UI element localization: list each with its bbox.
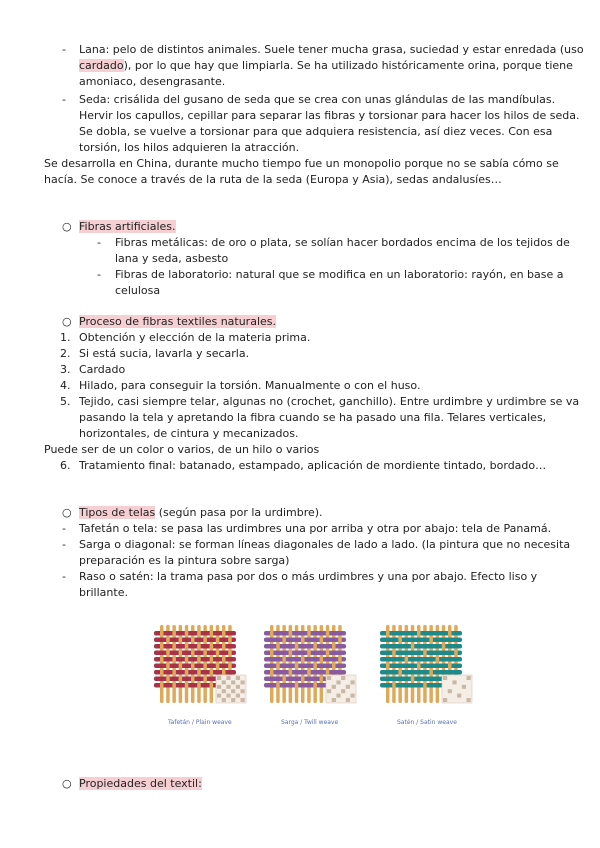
- step-1: Obtención y elección de la materia prima.: [79, 331, 311, 344]
- caption-twill: Sarga / Twill weave: [281, 719, 339, 726]
- satin-weave-illustration: [378, 625, 478, 707]
- circle-bullet: ○: [62, 315, 72, 328]
- fabric-item-2-line-1: Sarga o diagonal: se forman líneas diagonales de lado a lado. (la pintura que no necesita: [79, 538, 571, 551]
- seda-line-3: Se dobla, se vuelve a torsionar para que adquiera resistencia, así diez veces. Con esa: [79, 125, 553, 138]
- step-number: 4.: [60, 379, 71, 392]
- step-2: Si está sucia, lavarla y secarla.: [79, 347, 250, 360]
- step-3: Cardado: [79, 363, 126, 376]
- china-line-2: hacía. Se conoce a través de la ruta de la seda (Europa y Asia), sedas andalusíes…: [44, 173, 502, 186]
- step-number: 5.: [60, 395, 71, 408]
- artificial-item-2-line-1: Fibras de laboratorio: natural que se modifica en un laboratorio: rayón, en base a: [115, 268, 564, 281]
- process-note: Puede ser de un color o varios, de un hilo o varios: [44, 443, 320, 456]
- step-4: Hilado, para conseguir la torsión. Manualmente o con el huso.: [79, 379, 421, 392]
- circle-bullet: ○: [62, 220, 72, 233]
- lana-line-2: cardado), por lo que hay que limpiarla. Se ha utilizado históricamente orina, porque tiene: [79, 59, 573, 72]
- artificial-heading: Fibras artificiales.: [79, 220, 176, 233]
- artificial-item-2-line-2: celulosa: [115, 284, 161, 297]
- lana-line-1: Lana: pelo de distintos animales. Suele tener mucha grasa, suciedad y estar enredada (uso: [79, 43, 584, 56]
- fabric-item-2-line-2: preparación es la pintura sobre sarga): [79, 554, 290, 567]
- step-5-line-3: horizontales, de cintura y mecanizados.: [79, 427, 299, 440]
- caption-plain: Tafetán / Plain weave: [168, 719, 232, 726]
- caption-satin: Satén / Satin weave: [397, 719, 457, 726]
- plain-weave-illustration: [152, 625, 252, 707]
- dash-bullet: -: [62, 538, 66, 551]
- cardado-highlight: cardado: [79, 59, 124, 72]
- properties-heading: Propiedades del textil:: [79, 777, 202, 790]
- artificial-item-1-line-2: lana y seda, asbesto: [115, 252, 229, 265]
- step-6: Tratamiento final: batanado, estampado, aplicación de mordiente tintado, bordado…: [79, 459, 547, 472]
- dash-bullet: -: [62, 43, 66, 56]
- process-heading: Proceso de fibras textiles naturales.: [79, 315, 277, 328]
- seda-line-2: Hervir los capullos, cepillar para separar las fibras y torsionar para hacer los hilos de seda.: [79, 109, 580, 122]
- dash-bullet: -: [62, 570, 66, 583]
- step-number: 2.: [60, 347, 71, 360]
- fabric-item-3-line-1: Raso o satén: la trama pasa por dos o más urdimbres y una por abajo. Efecto liso y: [79, 570, 538, 583]
- step-5-line-1: Tejido, casi siempre telar, algunas no (crochet, ganchillo). Entre urdimbre y urdimbre se va: [79, 395, 580, 408]
- dash-bullet: -: [97, 268, 101, 281]
- step-number: 3.: [60, 363, 71, 376]
- lana-line-3: amoniaco, desengrasante.: [79, 75, 226, 88]
- fabric-item-3-line-2: brillante.: [79, 586, 128, 599]
- seda-line-4: torsión, los hilos adquieren la atracción.: [79, 141, 300, 154]
- dash-bullet: -: [62, 93, 66, 106]
- fabrics-heading: Tipos de telas (según pasa por la urdimbre).: [79, 506, 323, 519]
- china-line-1: Se desarrolla en China, durante mucho tiempo fue un monopolio porque no se sabía cómo se: [44, 157, 559, 170]
- circle-bullet: ○: [62, 777, 72, 790]
- step-number: 1.: [60, 331, 71, 344]
- fabric-item-1: Tafetán o tela: se pasa las urdimbres una por arriba y otra por abajo: tela de Panamá.: [79, 522, 552, 535]
- circle-bullet: ○: [62, 506, 72, 519]
- twill-weave-illustration: [262, 625, 362, 707]
- seda-line-1: Seda: crisálida del gusano de seda que se crea con unas glándulas de las mandíbulas.: [79, 93, 556, 106]
- step-5-line-2: pasando la tela y apretando la fibra cuando se ha pasado una fila. Telares verticales,: [79, 411, 547, 424]
- step-number: 6.: [60, 459, 71, 472]
- dash-bullet: -: [97, 236, 101, 249]
- artificial-item-1-line-1: Fibras metálicas: de oro o plata, se solían hacer bordados encima de los tejidos de: [115, 236, 570, 249]
- dash-bullet: -: [62, 522, 66, 535]
